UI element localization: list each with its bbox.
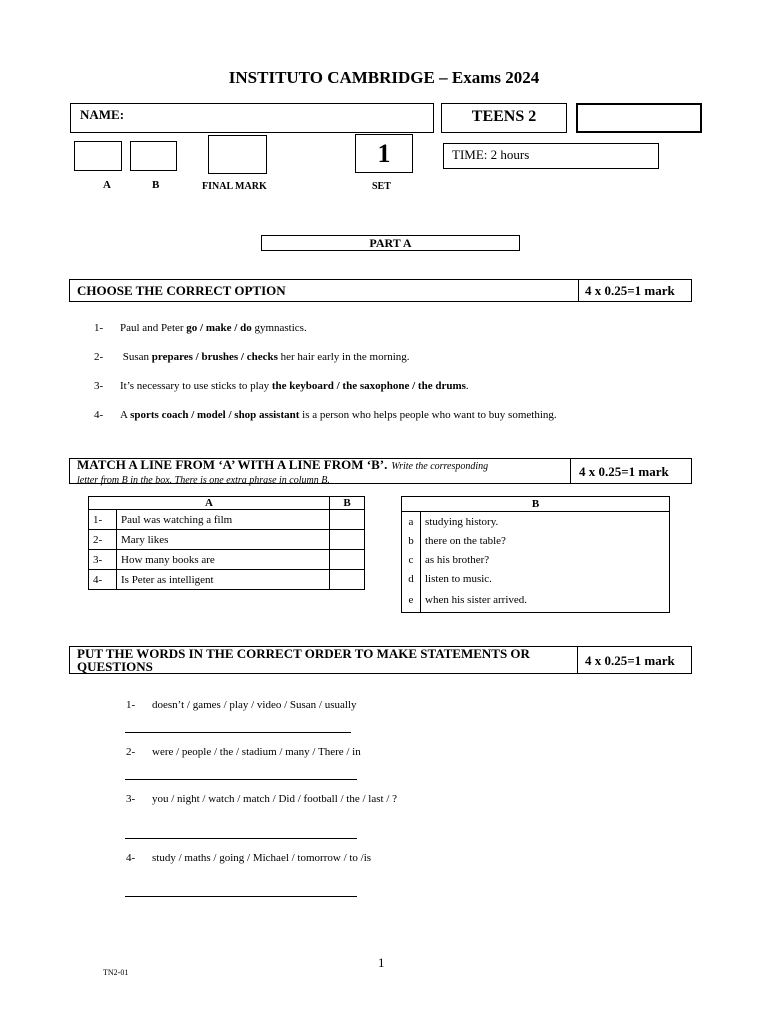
- section2-instruction-1: Write the corresponding: [391, 461, 489, 472]
- list-item: e when his sister arrived.: [402, 588, 670, 613]
- order-item-3: 3- you / night / watch / match / Did / football / the / last / ?: [126, 793, 398, 805]
- label-b: B: [152, 179, 160, 191]
- answer-box-4[interactable]: [330, 570, 365, 590]
- list-item: d listen to music.: [402, 569, 670, 588]
- column-a-header: A: [89, 497, 330, 510]
- time-box: [443, 143, 659, 169]
- answer-box-1[interactable]: [330, 510, 365, 530]
- table-row: 1- Paul was watching a film: [89, 510, 365, 530]
- page-title: INSTITUTO CAMBRIDGE – Exams 2024: [228, 68, 540, 87]
- time-label: TIME: 2 hours: [452, 147, 530, 162]
- question-3: 3- It’s necessary to use sticks to play the keyboard / the saxophone / the drums.: [94, 380, 469, 392]
- column-b-answer-header: B: [330, 497, 365, 510]
- section2-header: [69, 458, 692, 484]
- section2-instruction-2: letter from B in the box. There is one extra phrase in column B.: [77, 475, 330, 486]
- table-row: 3- How many books are: [89, 550, 365, 570]
- order-item-4: 4- study / maths / going / Michael / tomorrow / to /is: [126, 852, 372, 864]
- section2-heading: MATCH A LINE FROM ‘A’ WITH A LINE FROM ‘B’.: [77, 457, 388, 472]
- label-a: A: [103, 179, 111, 191]
- label-final-mark: FINAL MARK: [202, 181, 267, 192]
- section3-header: [69, 646, 692, 674]
- set-box: [355, 134, 413, 173]
- question-2: 2- Susan prepares / brushes / checks her hair early in the morning.: [94, 351, 410, 363]
- section2-marks: 4 x 0.25=1 mark: [579, 464, 669, 479]
- list-item: b there on the table?: [402, 531, 670, 550]
- order-item-2: 2- were / people / the / stadium / many / There / in: [126, 746, 361, 758]
- section3-heading-1: PUT THE WORDS IN THE CORRECT ORDER TO MAKE STATEMENTS OR: [77, 646, 530, 661]
- name-label: NAME:: [80, 107, 125, 122]
- answer-line-2[interactable]: [125, 779, 357, 780]
- section3-marks: 4 x 0.25=1 mark: [585, 653, 675, 668]
- name-field[interactable]: [70, 103, 434, 133]
- level-box: [441, 103, 567, 133]
- question-1: 1- Paul and Peter go / make / do gymnastics.: [94, 322, 307, 334]
- table-row: 4- Is Peter as intelligent: [89, 570, 365, 590]
- section3-heading-2: QUESTIONS: [77, 659, 153, 674]
- answer-line-3[interactable]: [125, 838, 357, 839]
- part-heading: [261, 235, 520, 251]
- label-set: SET: [372, 181, 391, 192]
- column-a-table: [88, 496, 365, 590]
- answer-box-2[interactable]: [330, 530, 365, 550]
- column-b-table: [401, 496, 670, 613]
- list-item: c as his brother?: [402, 550, 670, 569]
- question-4: 4- A sports coach / model / shop assistant is a person who helps people who want to buy something.: [94, 409, 557, 421]
- answer-line-1[interactable]: [125, 732, 351, 733]
- section1-heading: CHOOSE THE CORRECT OPTION: [77, 283, 286, 298]
- final-mark-box[interactable]: [208, 135, 267, 174]
- mark-box-a[interactable]: [74, 141, 122, 171]
- blank-box[interactable]: [576, 103, 702, 133]
- answer-line-4[interactable]: [125, 896, 357, 897]
- part-title: PART A: [369, 236, 412, 250]
- list-item: a studying history.: [402, 512, 670, 532]
- level-label: TEENS 2: [471, 108, 537, 125]
- order-item-1: 1- doesn’t / games / play / video / Susan / usually: [126, 699, 357, 711]
- document-code: TN2-01: [103, 968, 129, 977]
- section1-header: [69, 279, 692, 302]
- table-row: 2- Mary likes: [89, 530, 365, 550]
- mark-box-b[interactable]: [130, 141, 177, 171]
- answer-box-3[interactable]: [330, 550, 365, 570]
- page-number: 1: [378, 955, 385, 970]
- section1-marks: 4 x 0.25=1 mark: [585, 283, 675, 298]
- set-number: 1: [377, 139, 391, 168]
- column-b-header: B: [402, 497, 670, 512]
